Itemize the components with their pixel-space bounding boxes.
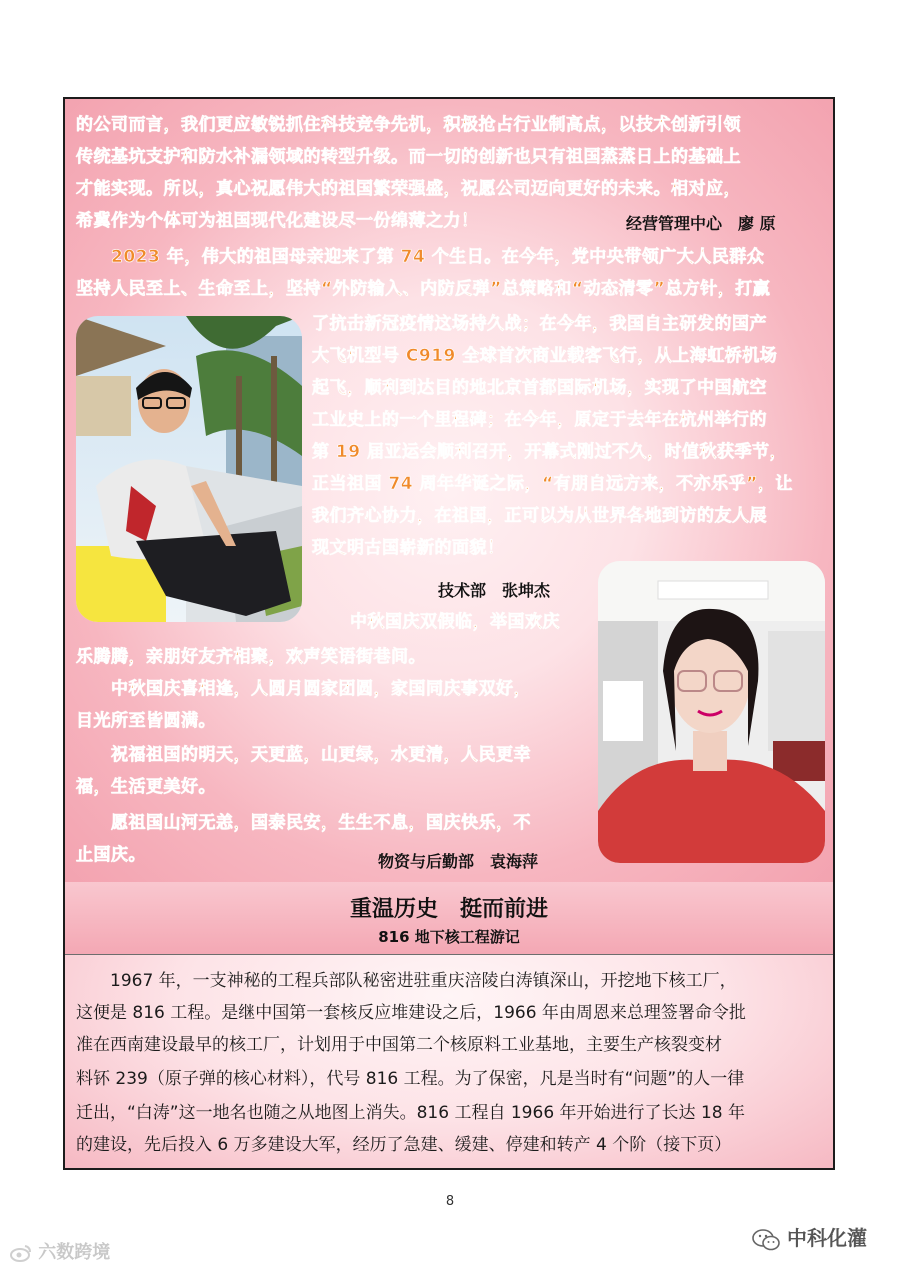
text-line: 中秋国庆喜相逢，人圆月圆家团圆，家国同庆事双好， — [76, 679, 531, 699]
watermark-left — [10, 1238, 110, 1264]
watermark-right-text: 中科化灌 — [786, 1226, 867, 1250]
body-line: 1967 年，一支神秘的工程兵部队秘密进驻重庆涪陵白涛镇深山，开挖地下核工厂， — [76, 971, 737, 991]
page-frame — [63, 97, 835, 1170]
text-line: 工业史上的一个里程碑；在今年，原定于去年在杭州举行的 — [312, 410, 767, 430]
author-signature: 物资与后勤部 袁海萍 — [378, 852, 539, 871]
author-signature: 技术部 张坤杰 — [438, 581, 551, 600]
text-line: 坚持人民至上、生命至上，坚持“外防输入、内防反弹”总策略和“动态清零”总方针，打赢 — [76, 279, 771, 299]
text-line: 祝福祖国的明天，天更蓝，山更绿，水更清，人民更幸 — [76, 745, 531, 765]
page-number: 8 — [445, 1194, 455, 1209]
watermark-right — [752, 1222, 867, 1251]
text-line: 了抗击新冠疫情这场持久战；在今年，我国自主研发的国产 — [312, 314, 767, 334]
author-signature: 经营管理中心 廖 原 — [626, 214, 776, 233]
wechat-icon — [752, 1229, 780, 1251]
text-line: 起飞，顺利到达目的地北京首都国际机场，实现了中国航空 — [312, 378, 767, 398]
weibo-icon — [10, 1244, 32, 1262]
text-line: 福，生活更美好。 — [76, 777, 216, 797]
section-title: 重温历史 挺而前进 — [349, 897, 548, 922]
text-line: 中秋国庆双假临，举国欢庆 — [350, 612, 560, 632]
text-line: 才能实现。所以，真心祝愿伟大的祖国繁荣强盛，祝愿公司迈向更好的未来。相对应， — [76, 179, 741, 199]
watermark-left-text: 六数跨境 — [38, 1242, 111, 1263]
text-line: 第 19 届亚运会顺利召开，开幕式刚过不久，时值秋获季节， — [312, 442, 787, 462]
text-line: 愿祖国山河无恙，国泰民安，生生不息，国庆快乐，不 — [76, 813, 531, 833]
body-line: 迁出，“白涛”这一地名也随之从地图上消失。816 工程自 1966 年开始进行了长达 18 年 — [76, 1103, 745, 1123]
text-line: 大飞机型号 C919 全球首次商业载客飞行，从上海虹桥机场 — [312, 346, 778, 366]
text-line: 的公司而言，我们更应敏锐抓住科技竞争先机，积极抢占行业制高点，以技术创新引领 — [76, 115, 741, 135]
text-line: 2023 年，伟大的祖国母亲迎来了第 74 个生日。在今年，党中央带领广大人民群众 — [76, 247, 765, 267]
body-line: 准在西南建设最早的核工厂，计划用于中国第二个核原料工业基地，主要生产核裂变材 — [76, 1035, 722, 1055]
text-line: 正当祖国 74 周年华诞之际，“有朋自远方来，不亦乐乎”，让 — [312, 474, 793, 494]
text-line: 止国庆。 — [76, 845, 146, 865]
text-line: 目光所至皆圆满。 — [76, 711, 216, 731]
text-line: 现文明古国崭新的面貌！ — [312, 538, 505, 558]
section-subtitle: 816 地下核工程游记 — [378, 928, 520, 946]
body-line: 料钚 239（原子弹的核心材料），代号 816 工程。为了保密，凡是当时有“问题”的人一律 — [76, 1069, 745, 1089]
text-line: 我们齐心协力，在祖国，正可以为从世界各地到访的友人展 — [312, 506, 767, 526]
body-line: 这便是 816 工程。是继中国第一套核反应堆建设之后，1966 年由周恩来总理签署命令批 — [76, 1003, 746, 1023]
text-line: 希冀作为个体可为祖国现代化建设尽一份绵薄之力！ — [76, 211, 479, 231]
body-line: 的建设，先后投入 6 万多建设大军，经历了急建、缓建、停建和转产 4 个阶（接下页） — [76, 1135, 732, 1155]
text-line: 乐腾腾，亲朋好友齐相聚，欢声笑语街巷间。 — [76, 647, 426, 667]
text-line: 传统基坑支护和防水补漏领域的转型升级。而一切的创新也只有祖国蒸蒸日上的基础上 — [76, 147, 741, 167]
